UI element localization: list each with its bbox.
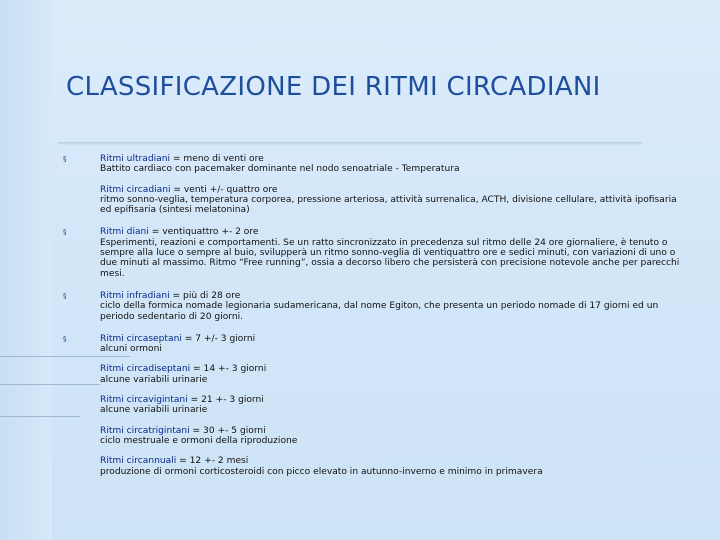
bullet-item: [60, 227, 690, 278]
rhythm-description: alcune variabili urinarie: [100, 405, 208, 416]
rhythm-name: Ritmi infradiani: [100, 290, 170, 301]
rhythm-entry: [100, 426, 690, 447]
rhythm-name: Ritmi ultradiani: [100, 154, 171, 164]
entry-heading: [100, 291, 690, 301]
entry-heading: [100, 364, 690, 374]
rhythm-period: = venti +/- quattro ore: [170, 184, 278, 195]
entry-heading: [100, 185, 690, 195]
rhythm-entry: [100, 291, 690, 322]
entry-heading: [100, 227, 690, 237]
bullet-icon: §: [63, 228, 67, 237]
bullet-item: [60, 291, 690, 322]
rhythm-period: = più di 28 ore: [169, 290, 241, 301]
rhythm-entry: [100, 456, 690, 477]
entry-heading: [100, 395, 690, 405]
rhythm-description: ritmo sonno-veglia, temperatura corporea, pressione arteriosa, attività surrenalica, ACTH, divisione cellulare, attività ipofisaria ed epifisaria (sintesi melatonina): [100, 194, 677, 216]
slide-title: CLASSIFICAZIONE DEI RITMI CIRCADIANI: [66, 72, 601, 102]
rhythm-description: Esperimenti, reazioni e comportamenti. Se un ratto sincronizzato in precedenza sul ritmo delle 24 ore giornaliere, è tenuto o sempre alla luce o sempre al buio, svilupperà un ritmo sonno-veglia di ventiquattro ore e sedici minuti, con variazioni di uno o due minuti al massimo. Ritmo “Free running”, ossia a decorso libero che persisterà con precisione notevole anche per parecchi mesi.: [100, 237, 680, 279]
rhythm-description: Battito cardiaco con pacemaker dominante nel nodo senoatriale - Temperatura: [100, 164, 460, 175]
bullet-icon: §: [63, 291, 67, 300]
rhythm-period: = 14 +- 3 giorni: [190, 364, 267, 375]
rhythm-period: = 12 +- 2 mesi: [176, 456, 249, 467]
entry-heading: [100, 426, 690, 436]
entry-heading: [100, 334, 690, 344]
rhythm-entry: [100, 154, 690, 175]
rhythm-entry: [100, 334, 690, 355]
rhythm-name: Ritmi circaseptani: [100, 333, 182, 344]
rhythm-description: produzione di ormoni corticosteroidi con picco elevato in autunno-inverno e minimo in primavera: [100, 466, 543, 477]
bullet-icon: §: [63, 155, 67, 163]
rhythm-name: Ritmi circadiseptani: [100, 364, 191, 375]
rhythm-description: ciclo mestruale e ormoni della riproduzione: [100, 435, 298, 446]
slide-content: [60, 154, 690, 477]
left-decorative-strip: [0, 0, 52, 540]
rhythm-name: Ritmi circannuali: [100, 456, 177, 467]
rhythm-name: Ritmi circavigintani: [100, 395, 188, 406]
rhythm-description: alcuni ormoni: [100, 344, 162, 355]
entry-heading: [100, 456, 690, 466]
rhythm-description: alcune variabili urinarie: [100, 374, 208, 385]
rhythm-period: = ventiquattro +- 2 ore: [148, 227, 259, 238]
rhythm-entry: [100, 364, 690, 385]
bullet-item: [60, 334, 690, 477]
rhythm-entry: [100, 185, 690, 216]
bullet-item: [60, 154, 690, 215]
rhythm-entry: [100, 395, 690, 416]
rhythm-entry: [100, 227, 690, 278]
title-divider: [58, 142, 642, 146]
rhythm-period: = 7 +/- 3 giorni: [181, 333, 256, 344]
bullet-icon: §: [63, 334, 67, 343]
rhythm-name: Ritmi circatrigintani: [100, 425, 190, 436]
rhythm-period: = 30 +- 5 giorni: [189, 425, 266, 436]
rhythm-period: = 21 +- 3 giorni: [187, 395, 264, 406]
rhythm-name: Ritmi circadiani: [100, 184, 171, 195]
entry-heading: [100, 154, 690, 164]
rhythm-name: Ritmi diani: [100, 227, 149, 238]
rhythm-description: ciclo della formica nomade legionaria sudamericana, dal nome Egiton, che presenta un periodo nomade di 17 giorni ed un periodo sedentario di 20 giorni.: [100, 301, 659, 322]
rhythm-period: = meno di venti ore: [170, 154, 264, 164]
